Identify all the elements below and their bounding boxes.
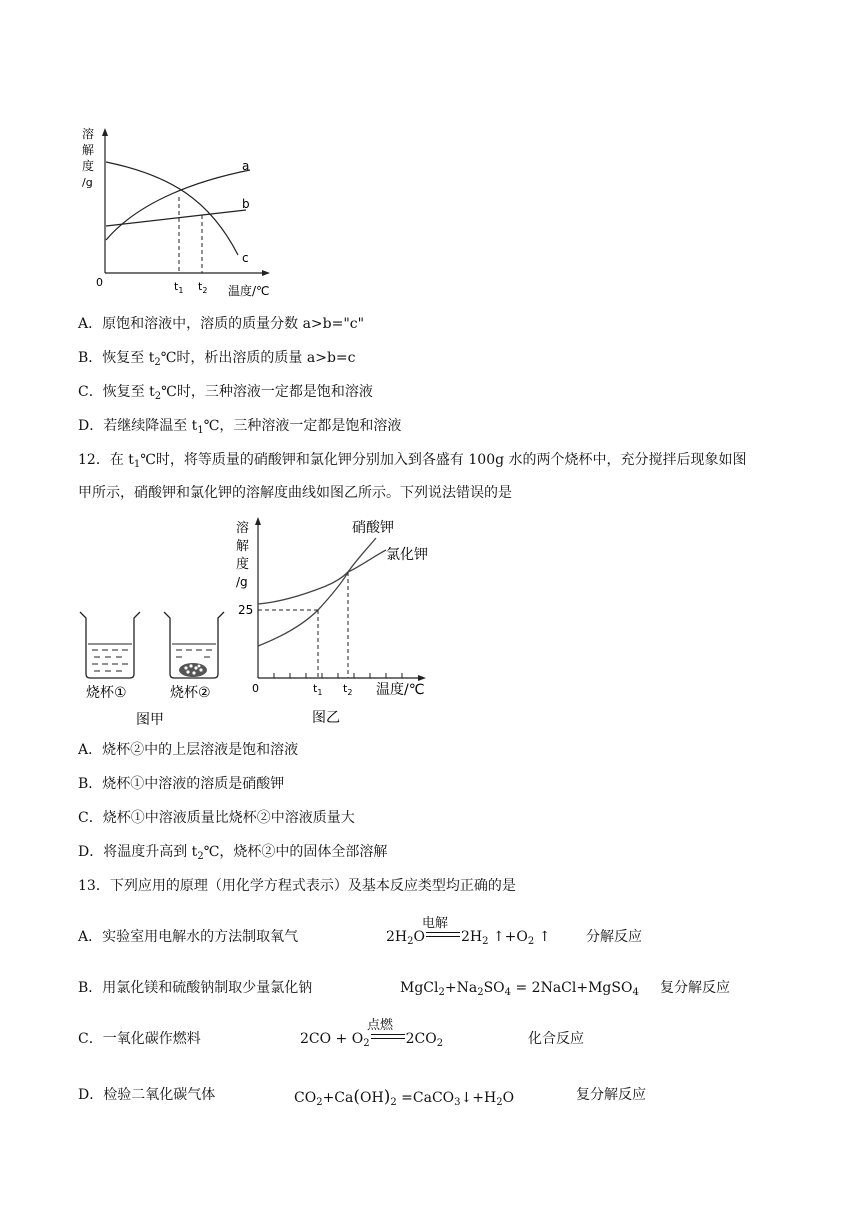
chart2-xlabel: 温度/℃ xyxy=(376,682,425,698)
solubility-chart-abc xyxy=(70,120,290,300)
q13-option-c: C．一氧化碳作燃料 xyxy=(78,1031,201,1047)
chart2-ylabel-2: 解 xyxy=(236,539,250,554)
q12-option-d: D．将温度升高到 $t_2℃$，烧杯②中的固体全部溶解 xyxy=(78,844,388,862)
chart1-ylabel-2: 解 xyxy=(82,143,95,157)
chart1-origin: 0 xyxy=(96,276,103,289)
q13-a-equation: $2H_2O$ $2H_2$ $↑+O_2$ ↑ xyxy=(386,929,551,947)
curve-kno3 xyxy=(258,538,376,646)
q11-option-c: C．恢复至 $t_2℃$时，三种溶液一定都是饱和溶液 xyxy=(78,384,373,402)
undissolved-solid xyxy=(179,663,207,677)
q13-a-condition: 电解 xyxy=(422,916,449,931)
q13-option-a: A．实验室用电解水的方法制取氧气 xyxy=(78,929,299,945)
chart2-ylabel-4: /g xyxy=(236,575,248,589)
chart1-ylabel-1: 溶 xyxy=(82,127,95,141)
series-label-kcl: 氯化钾 xyxy=(386,547,428,563)
chart1-ylabel-3: 度 xyxy=(82,159,95,173)
curve-c xyxy=(106,162,238,255)
chart1-y-arrow xyxy=(102,128,108,136)
curve-b xyxy=(106,210,246,226)
beaker-2 xyxy=(164,612,224,678)
q11-option-d: D．若继续降温至 $t_1℃$，三种溶液一定都是饱和溶液 xyxy=(78,418,402,436)
q12-option-a: A．烧杯②中的上层溶液是饱和溶液 xyxy=(78,742,299,758)
chart2-t1-label: $t_1$ xyxy=(313,682,323,697)
q12-stem-line2: 甲所示，硝酸钾和氯化钾的溶解度曲线如图乙所示。下列说法错误的是 xyxy=(78,485,512,501)
q13-c-condition: 点燃 xyxy=(367,1018,394,1033)
chart2-ylabel-3: 度 xyxy=(236,557,250,572)
q13-c-type: 化合反应 xyxy=(528,1031,584,1047)
q13-b-type: 复分解反应 xyxy=(660,980,730,996)
q13-c-equation: $2CO + O_2$ $2CO_2$ xyxy=(300,1031,444,1049)
chart2-x-ticks xyxy=(274,673,402,678)
beaker-1 xyxy=(80,612,140,678)
q13-b-equation: $MgCl_2+Na_2SO_4$ = 2NaCl+MgSO$_4$ xyxy=(400,980,639,998)
figure-yi-caption: 图乙 xyxy=(312,710,340,726)
q11-option-a: A．原饱和溶液中，溶质的质量分数 a>b="c" xyxy=(78,316,365,332)
q13-option-b: B．用氯化镁和硫酸钠制取少量氯化钠 xyxy=(78,980,313,996)
chart2-y-arrow xyxy=(255,517,261,525)
q13-stem: 13．下列应用的原理（用化学方程式表示）及基本反应类型均正确的是 xyxy=(78,878,516,894)
q13-d-equation: $CO_2+Ca(OH)_2$ $=CaCO_3↓+H_2O$ xyxy=(294,1087,515,1108)
chart1-t2-label: $t_2$ xyxy=(198,280,208,295)
chart1-t1-label: $t_1$ xyxy=(174,280,184,295)
chart2-origin: 0 xyxy=(252,682,259,695)
solubility-chart-kno3-kcl xyxy=(226,510,456,730)
q12-option-c: C．烧杯①中溶液质量比烧杯②中溶液质量大 xyxy=(78,810,355,826)
q11-option-b: B．恢复至 $t_2℃$时，析出溶质的质量 a>b=c xyxy=(78,350,356,368)
curve-label-c: c xyxy=(242,251,249,265)
chart2-t2-label: $t_2$ xyxy=(343,682,353,697)
curve-kcl xyxy=(258,550,386,604)
q13-a-type: 分解反应 xyxy=(586,929,642,945)
curve-label-b: b xyxy=(242,197,250,211)
q13-option-d: D．检验二氧化碳气体 xyxy=(78,1087,216,1103)
curve-a xyxy=(106,170,250,240)
chart2-x-arrow xyxy=(418,675,426,681)
q12-option-b: B．烧杯①中溶液的溶质是硝酸钾 xyxy=(78,776,285,792)
beaker-1-label: 烧杯① xyxy=(86,685,127,701)
beaker-2-label: 烧杯② xyxy=(170,685,211,701)
q13-d-type: 复分解反应 xyxy=(576,1087,646,1103)
figure-jia-caption: 图甲 xyxy=(136,712,164,728)
chart1-ylabel-4: /g xyxy=(82,176,93,189)
chart1-x-arrow xyxy=(262,270,270,276)
figure-jia-beakers xyxy=(72,600,252,730)
curve-label-a: a xyxy=(242,159,250,173)
chart1-xlabel: 温度/℃ xyxy=(228,284,270,298)
chart2-ylabel-1: 溶 xyxy=(236,521,250,536)
chart2-y-tick-25: 25 xyxy=(238,603,254,617)
series-label-kno3: 硝酸钾 xyxy=(352,520,394,536)
q12-stem-line1: 12．在 $t_1℃$时，将等质量的硝酸钾和氯化钾分别加入到各盛有 100g 水的两个烧杯中，充分搅拌后现象如图 xyxy=(78,452,747,470)
